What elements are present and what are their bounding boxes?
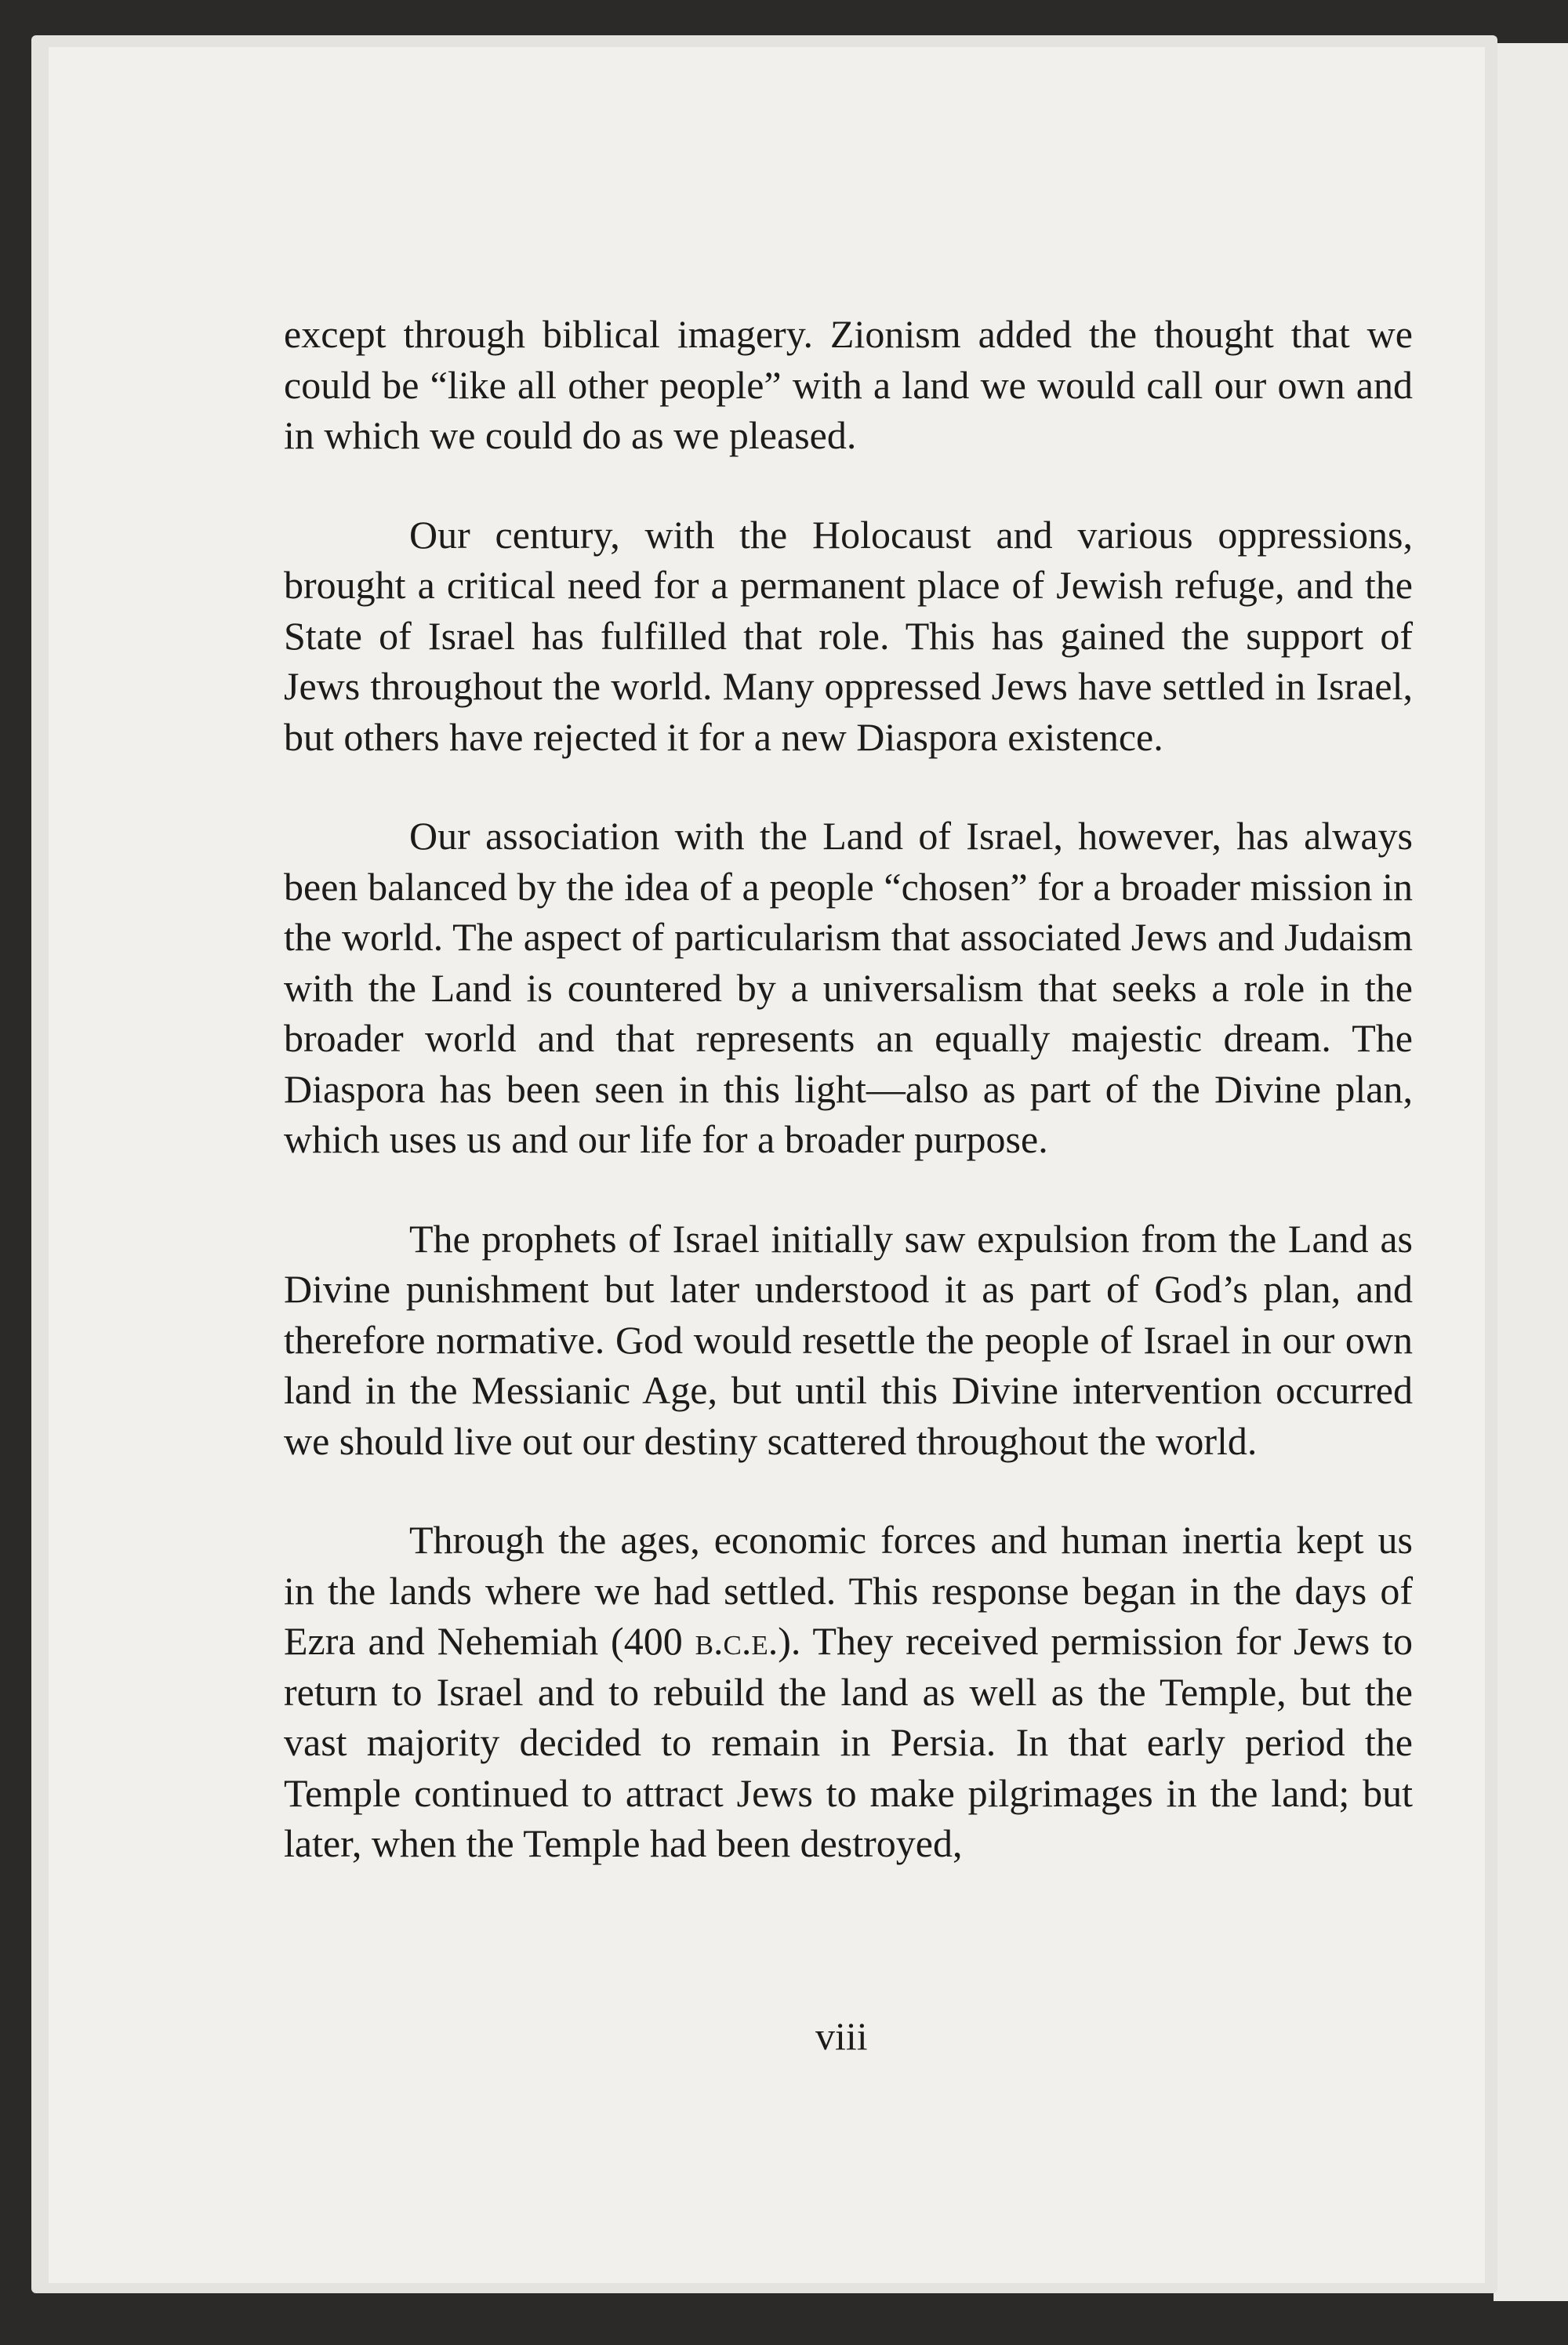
paragraph-4: The prophets of Israel initially saw expulsion from the Land as Divine punishment but later understood it as part of God’s plan, and therefore normative. God would resettle the people of Israel in our own land in the Messianic Age, but until this Divine intervention occurred we should live out our destiny scattered throughout the world. <box>284 1216 1413 1463</box>
book-page <box>49 47 1485 2283</box>
paragraph-1: except through biblical imagery. Zionism added the thought that we could be “like all other people” with a land we would call our own and in which we could do as we pleased. <box>284 312 1413 457</box>
paragraph-5-part-2: ). They received permission for Jews to return to Israel and to rebuild the land as well as the Temple, but the vast majority decided to remain in Persia. In that early period the Temple continued to attract Jews to make pilgrimages in the land; but later, when the Temple had been destroyed, <box>284 1619 1414 1865</box>
body-text <box>284 309 1413 1918</box>
paragraph-2: Our century, with the Holocaust and various oppressions, brought a critical need for a permanent place of Jewish refuge, and the State of Israel has fulfilled that role. This has gained the support of Jews throughout the world. Many oppressed Jews have settled in Israel, but others have rejected it for a new Diaspora existence. <box>284 512 1413 759</box>
paragraph-5-part-1: Through the ages, economic forces and human inertia kept us in the lands where we had settled. This response began in the days of Ezra and Nehemiah (400 <box>284 1518 1413 1663</box>
era-abbreviation: b.c.e. <box>695 1619 779 1663</box>
paragraph-5 <box>284 1515 1413 1869</box>
paragraph-3: Our association with the Land of Israel, however, has always been balanced by the idea of a people “chosen” for a broader mission in the world. The aspect of particularism that associated Jews and Judaism with the Land is countered by a universalism that seeks a role in the broader world and that represents an equally majestic dream. The Diaspora has been seen in this light—also as part of the Divine plan, which uses us and our life for a broader purpose. <box>284 814 1413 1161</box>
page-number: viii <box>815 2014 868 2058</box>
facing-page-edge <box>1494 43 1568 2301</box>
